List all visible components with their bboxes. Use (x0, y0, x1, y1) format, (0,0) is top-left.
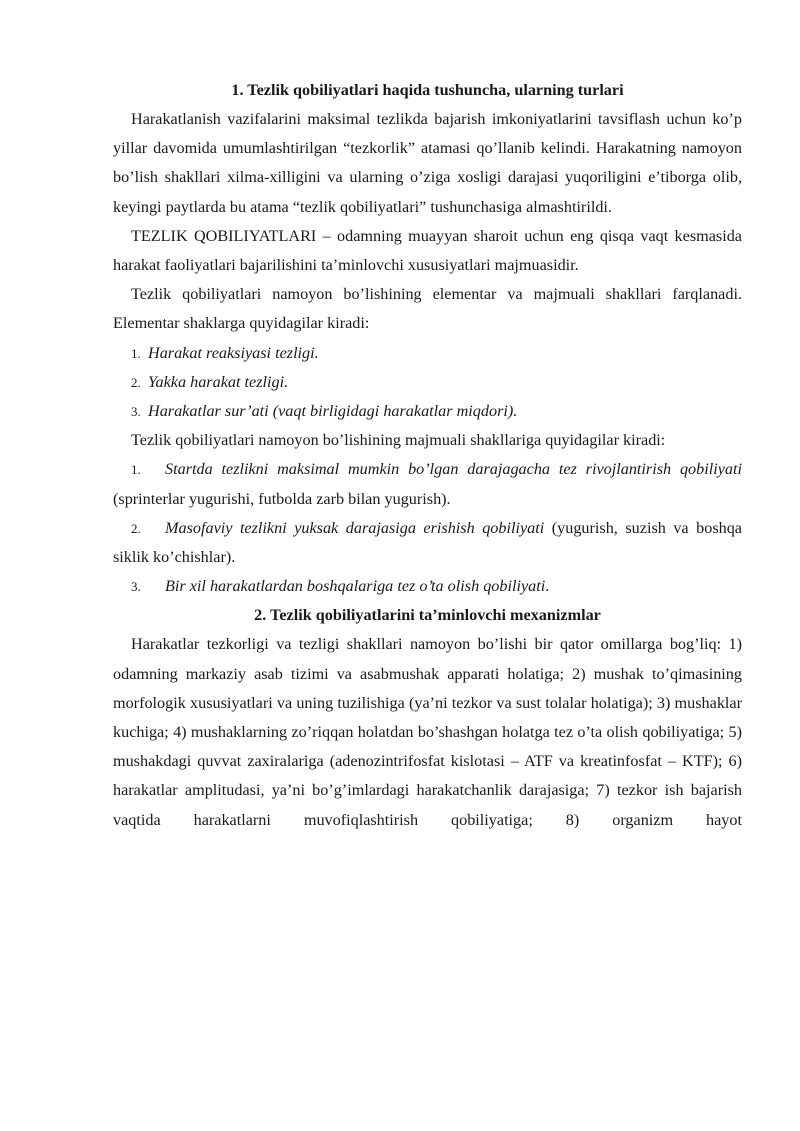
list-italic-text: Masofaviy tezlikni yuksak darajasiga erishish qobiliyati (165, 518, 545, 537)
list-plain-text: (sprinterlar yugurishi, futbolda zarb bilan yugurish). (113, 489, 451, 508)
section-1-paragraph-3: Tezlik qobiliyatlari namoyon bo’lishining elementar va majmuali shakllari farqlanadi. Elementar shaklarga quyidagilar kiradi: (113, 285, 742, 333)
elementary-list-item (113, 397, 742, 426)
complex-list-item (113, 455, 742, 513)
section-1-heading: 1. Tezlik qobiliyatlari haqida tushuncha, ularning turlari (231, 81, 624, 99)
list-number: 1. (131, 345, 141, 361)
list-number: 1. (131, 462, 141, 478)
list-number: 3. (131, 579, 141, 595)
complex-list-item (113, 572, 742, 601)
list-italic-text: Bir xil harakatlardan boshqalariga tez o’ta olish qobiliyati (165, 577, 546, 596)
list-plain-text: (yugurish, suzish va boshqa siklik ko’chishlar). (113, 518, 742, 567)
list-text: Harakatlar sur’ati (vaqt birligidagi harakatlar miqdori). (148, 402, 518, 421)
section-1-paragraph-1: Harakatlanish vazifalarini maksimal tezlikda bajarish imkoniyatlarini tavsiflash uchun ko’p yillar davomida umumlashtirilgan “tezkorlik” atamasi qo’llanib kelindi. Harakatning namoyon bo’lish shakllari xilma-xilligini va ularning o’ziga xosligi darajasi yuqoriligini e’tiborga olib, keyingi paytlarda bu atama “tezlik qobiliyatlari” tushunchasiga almashtirildi. (113, 110, 742, 216)
list-number: 3. (131, 404, 141, 420)
list-number: 2. (131, 520, 141, 536)
list-italic-text: Startda tezlikni maksimal mumkin bo’lgan darajagacha tez rivojlantirish qobiliyati (165, 460, 742, 479)
section-2-paragraph-1: Harakatlar tezkorligi va tezligi shakllari namoyon bo’lishi bir qator omillarga bog’liq: 1) odamning markaziy asab tizimi va asabmushak apparati holatiga; 2) mushak to’qimasining morfologik xususiyatlari va uning tuzilishiga (ya’ni tezkor va sust tolalar holatiga); 3) mushaklar kuchiga; 4) mushaklarning zo’riqqan holatdan bo’shashgan holatga tez o’ta olish qobiliyatiga; 5) mushakdagi quvvat zaxiralariga (adenozintrifosfat kislotasi – ATF va kreatinfosfat – KTF); 6) harakatlar amplitudasi, ya’ni bo’g’imlardagi harakatchanlik darajasiga; 7) tezkor ish bajarish vaqtida harakatlarni muvofiqlashtirish qobiliyatiga; 8) organizm hayot (113, 635, 742, 829)
list-text: Yakka harakat tezligi. (148, 372, 289, 391)
complex-list-item (113, 514, 742, 572)
elementary-list-item (113, 368, 742, 397)
section-1-paragraph-2-definition: TEZLIK QOBILIYATLARI – odamning muayyan sharoit uchun eng qisqa vaqt kesmasida harakat faoliyatlari bajarilishini ta’minlovchi xususiyatlari majmuasidir. (113, 226, 742, 275)
list-plain-text: . (545, 577, 550, 596)
list-number: 2. (131, 374, 141, 390)
section-2-heading: 2. Tezlik qobiliyatlarini ta’minlovchi mexanizmlar (254, 606, 601, 625)
elementary-list-item (113, 339, 742, 368)
list-text: Harakat reaksiyasi tezligi. (148, 343, 319, 362)
section-1-paragraph-4: Tezlik qobiliyatlari namoyon bo’lishining majmuali shakllariga quyidagilar kiradi: (131, 431, 666, 450)
document-page (113, 76, 742, 835)
